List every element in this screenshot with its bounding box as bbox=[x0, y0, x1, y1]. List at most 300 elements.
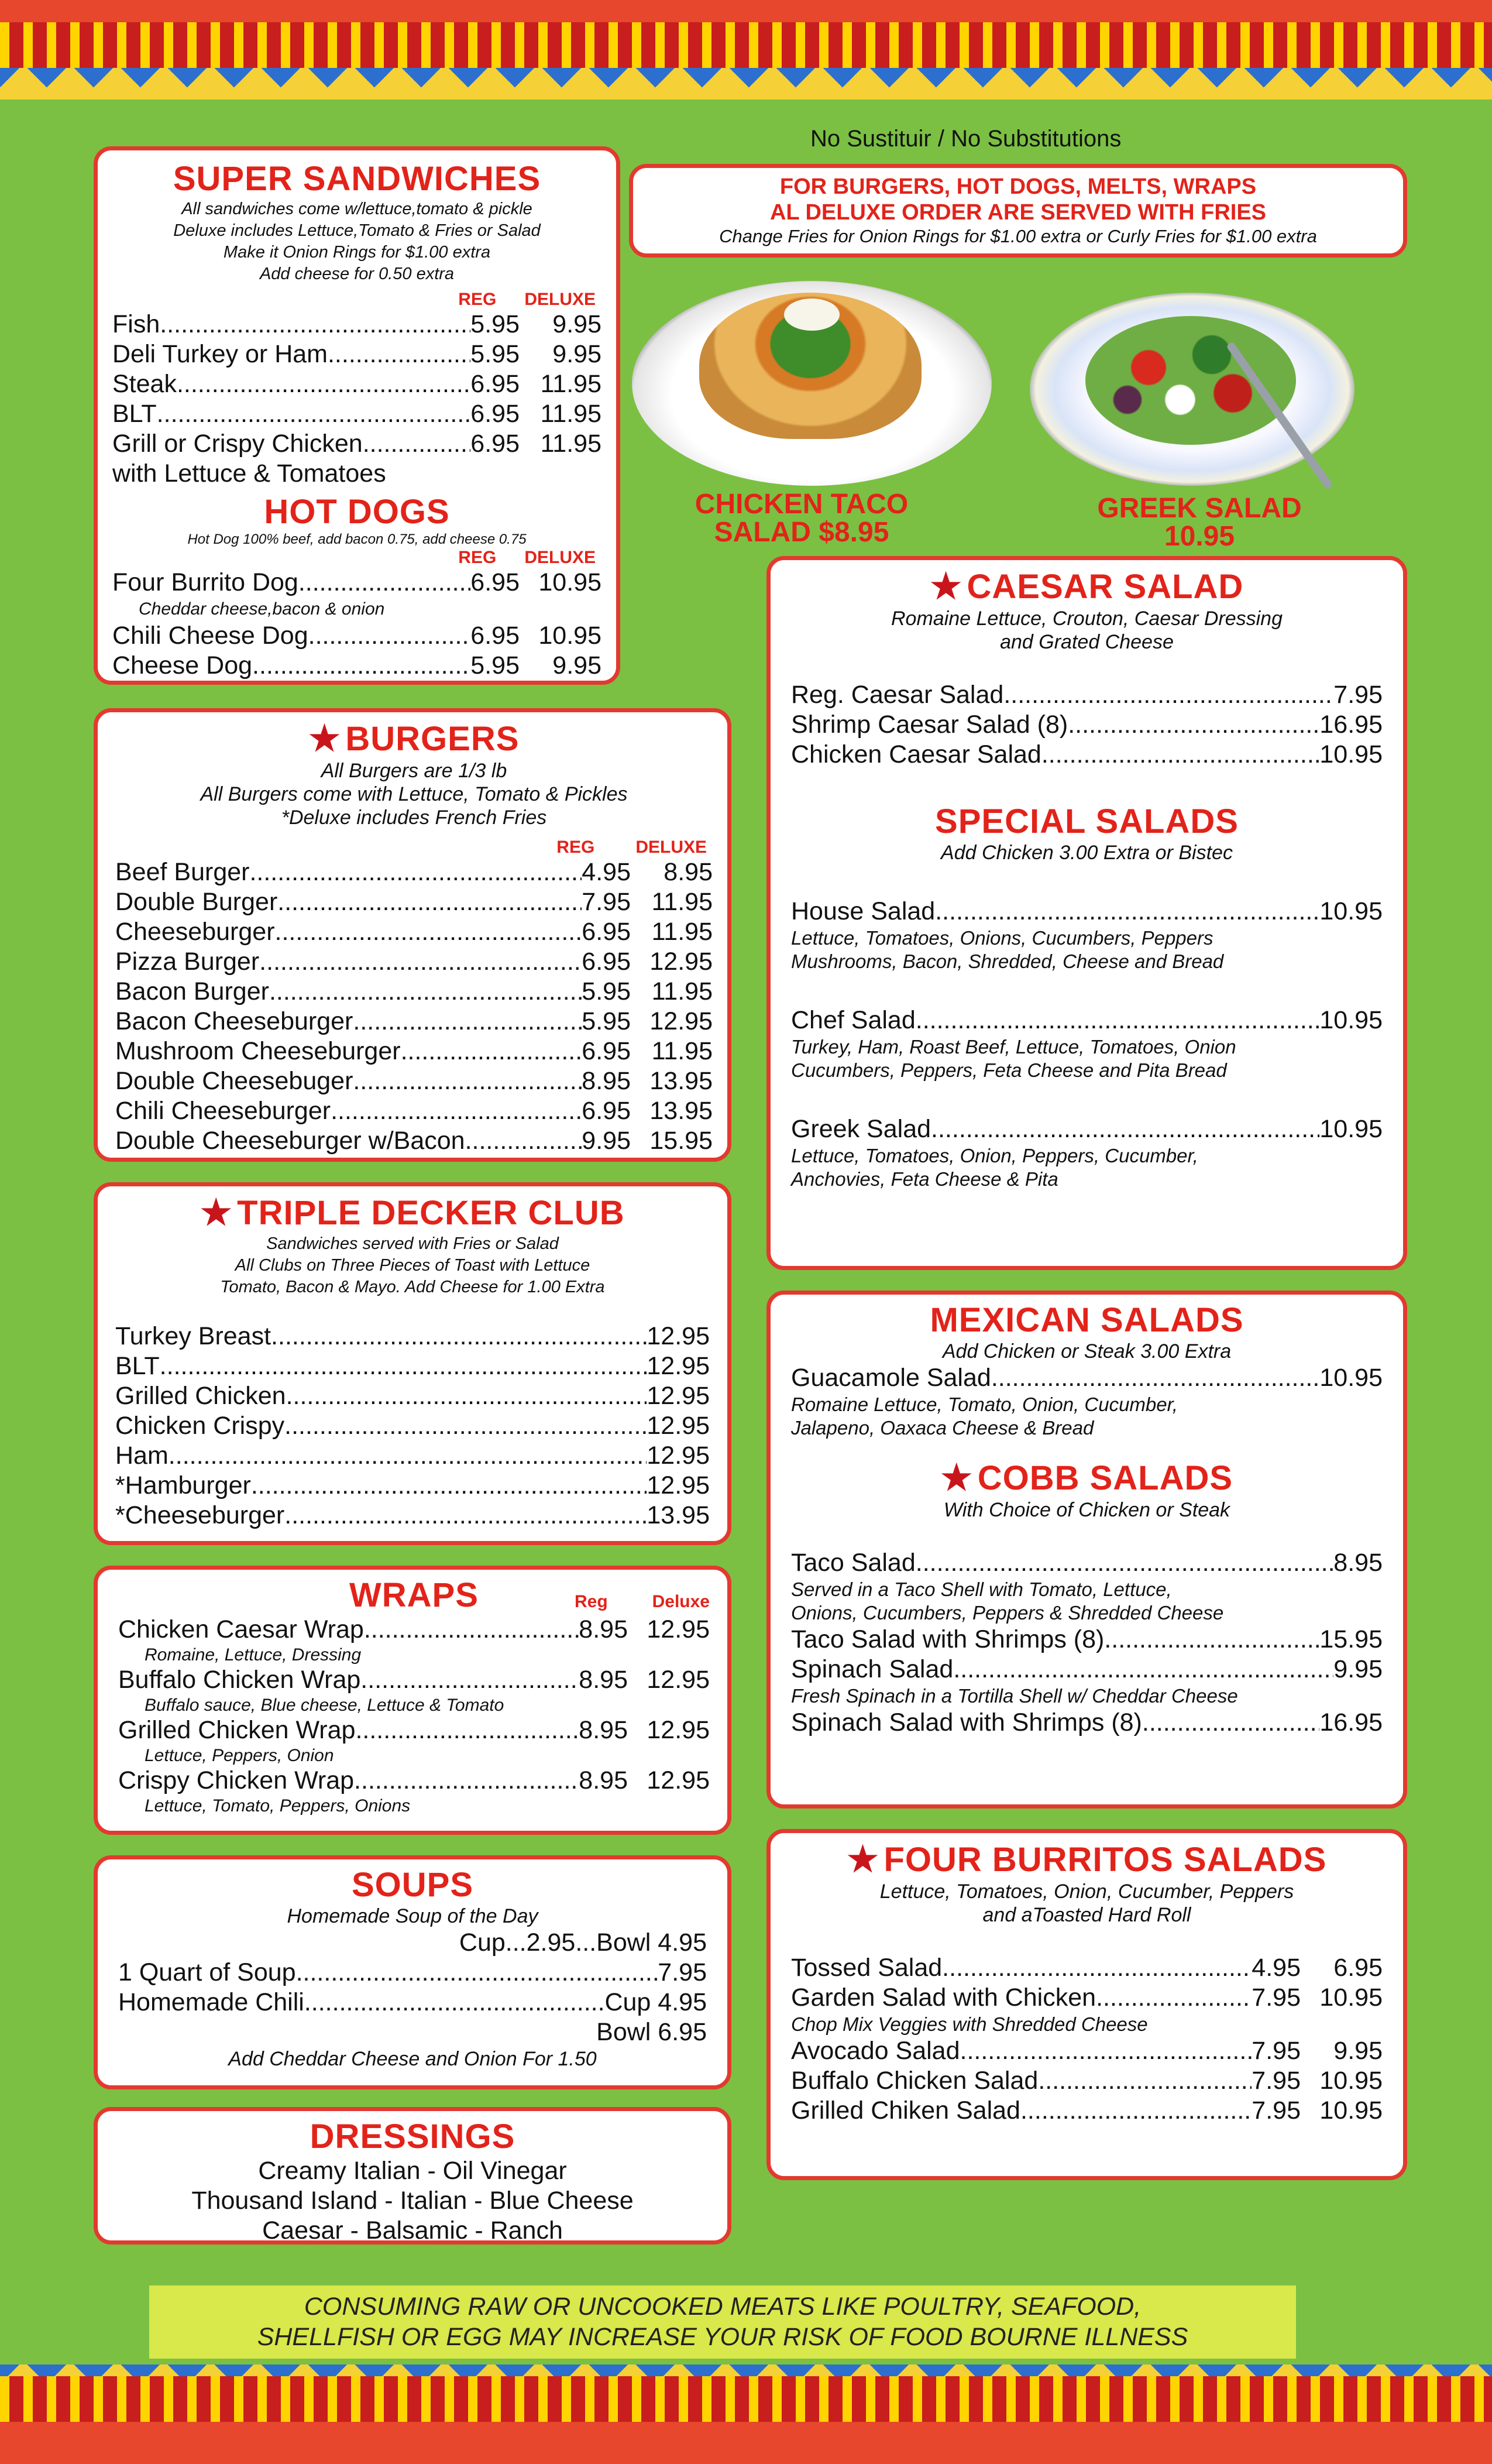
price-deluxe: 11.95 bbox=[540, 370, 601, 398]
item-name: 1 Quart of Soup bbox=[118, 1958, 296, 1986]
price-reg: 8.95 bbox=[582, 1067, 631, 1095]
price-deluxe: 12.95 bbox=[647, 1766, 710, 1794]
price-reg: 4.95 bbox=[582, 858, 631, 886]
menu-item bbox=[115, 1411, 710, 1441]
item-name: Grilled Chicken bbox=[115, 1382, 286, 1410]
menu-item bbox=[112, 369, 601, 399]
leader-dots bbox=[275, 917, 582, 947]
notice-line-3: Change Fries for Onion Rings for $1.00 extra or Curly Fries for $1.00 extra bbox=[719, 226, 1317, 246]
dressing-line: Thousand Island - Italian - Blue Cheese bbox=[191, 2187, 634, 2215]
club-note: Sandwiches served with Fries or Salad bbox=[266, 1234, 559, 1253]
sandwich-note: All sandwiches come w/lettuce,tomato & pickle bbox=[181, 200, 532, 218]
soup-note: Homemade Soup of the Day bbox=[287, 1905, 538, 1927]
taco-salad-photo bbox=[632, 281, 992, 486]
price: 12.95 bbox=[647, 1382, 710, 1410]
price: 12.95 bbox=[647, 1442, 710, 1470]
leader-dots bbox=[259, 947, 582, 977]
price-reg: 6.95 bbox=[470, 400, 520, 428]
special-salads-title: SPECIAL SALADS bbox=[935, 802, 1239, 840]
four-burritos-title-text: FOUR BURRITOS SALADS bbox=[883, 1841, 1327, 1879]
item-description: Cucumbers, Peppers, Feta Cheese and Pita Bread bbox=[791, 1059, 1227, 1081]
super-sandwiches-box bbox=[94, 146, 620, 685]
burgers-title-text: BURGERS bbox=[345, 720, 520, 758]
price-deluxe: 12.95 bbox=[647, 1666, 710, 1694]
taco-salad-caption bbox=[644, 490, 960, 547]
spacer bbox=[791, 1082, 1383, 1114]
dressings-title: DRESSINGS bbox=[310, 2118, 515, 2156]
spacer bbox=[791, 973, 1383, 1005]
cup-bowl-prices: Cup...2.95...Bowl 4.95 bbox=[459, 1928, 707, 1957]
caesar-note: Romaine Lettuce, Crouton, Caesar Dressing bbox=[891, 608, 1283, 630]
greek-salad-photo bbox=[1030, 293, 1355, 486]
leader-dots bbox=[249, 857, 582, 887]
price: 10.95 bbox=[1319, 740, 1383, 768]
item-name: Grilled Chicken Wrap bbox=[118, 1716, 356, 1744]
menu-item bbox=[791, 2036, 1383, 2066]
four-burritos-box bbox=[766, 1829, 1407, 2180]
taco-caption-line-2: SALAD $8.95 bbox=[714, 517, 889, 548]
price-deluxe: 11.95 bbox=[651, 918, 713, 946]
price: 9.95 bbox=[1333, 1655, 1383, 1683]
item-name: Buffalo Chicken Salad bbox=[791, 2067, 1039, 2095]
caesar-special-box bbox=[766, 556, 1407, 1270]
menu-item bbox=[112, 651, 601, 681]
menu-item bbox=[115, 1322, 710, 1351]
item-description: Mushrooms, Bacon, Shredded, Cheese and Bread bbox=[791, 950, 1224, 972]
leader-dots bbox=[916, 1005, 1320, 1035]
leader-dots bbox=[960, 2036, 1252, 2066]
menu-item bbox=[115, 1501, 710, 1530]
price-deluxe: 10.95 bbox=[1319, 2067, 1383, 2095]
price-deluxe: 9.95 bbox=[1333, 2037, 1383, 2065]
cobb-title-text: COBB SALADS bbox=[977, 1459, 1233, 1497]
item-name: BLT bbox=[112, 400, 157, 428]
menu-item bbox=[115, 1126, 713, 1156]
caesar-title-text: CAESAR SALAD bbox=[967, 568, 1244, 606]
menu-item bbox=[791, 1655, 1383, 1684]
menu-item bbox=[115, 1007, 713, 1037]
menu-item bbox=[115, 1037, 713, 1066]
price: 10.95 bbox=[1319, 1006, 1383, 1034]
hot-dog-note: Hot Dog 100% beef, add bacon 0.75, add cheese 0.75 bbox=[187, 531, 527, 547]
menu-item bbox=[118, 1766, 710, 1796]
column-headers bbox=[112, 548, 601, 568]
leader-dots bbox=[1142, 1708, 1320, 1738]
leader-dots bbox=[991, 1363, 1320, 1393]
four-burritos-note: Lettuce, Tomatoes, Onion, Cucumber, Peppers bbox=[879, 1880, 1294, 1903]
price-deluxe: 9.95 bbox=[552, 310, 601, 338]
menu-item bbox=[115, 1381, 710, 1411]
price-reg: 8.95 bbox=[579, 1766, 628, 1794]
item-name: Chicken Caesar Salad bbox=[791, 740, 1041, 768]
item-name: Bacon Cheeseburger bbox=[115, 1007, 353, 1035]
price-reg: 5.95 bbox=[582, 977, 631, 1005]
price-reg: 8.95 bbox=[579, 1615, 628, 1643]
leader-dots bbox=[157, 399, 471, 429]
leader-dots bbox=[169, 1441, 647, 1471]
price-reg: 5.95 bbox=[470, 340, 520, 368]
menu-item bbox=[115, 1441, 710, 1471]
price-deluxe: 11.95 bbox=[651, 888, 713, 916]
leader-dots bbox=[935, 897, 1319, 926]
menu-item bbox=[791, 1953, 1383, 1983]
leader-dots bbox=[1068, 710, 1319, 740]
item-name: Shrimp Caesar Salad (8) bbox=[791, 711, 1068, 739]
leader-dots bbox=[1038, 2066, 1252, 2096]
item-name: Cheeseburger bbox=[115, 918, 275, 946]
star-icon: ★ bbox=[930, 567, 962, 606]
four-burritos-title bbox=[791, 1839, 1383, 1880]
item-description: Served in a Taco Shell with Tomato, Lettuce, bbox=[791, 1578, 1172, 1600]
item-name: Grill or Crispy Chicken bbox=[112, 430, 363, 458]
item-name: Bacon Burger bbox=[115, 977, 269, 1005]
leader-dots bbox=[931, 1114, 1319, 1144]
leader-dots bbox=[953, 1655, 1333, 1684]
star-icon: ★ bbox=[308, 719, 341, 758]
no-substitutions-note: No Sustituir / No Substitutions bbox=[810, 126, 1122, 152]
item-description: Buffalo sauce, Blue cheese, Lettuce & Tomato bbox=[145, 1696, 504, 1715]
wraps-box bbox=[94, 1566, 731, 1835]
menu-item bbox=[791, 897, 1383, 926]
mexican-cobb-box bbox=[766, 1291, 1407, 1808]
warning-line-1: CONSUMING RAW OR UNCOOKED MEATS LIKE POULTRY, SEAFOOD, bbox=[304, 2293, 1142, 2321]
leader-dots bbox=[251, 1471, 647, 1501]
triple-decker-title bbox=[115, 1192, 710, 1233]
leader-dots bbox=[353, 1066, 582, 1096]
menu-item bbox=[791, 1983, 1383, 2013]
wraps-header bbox=[118, 1576, 710, 1615]
leader-dots bbox=[271, 1322, 647, 1351]
item-description: Romaine Lettuce, Tomato, Onion, Cucumber, bbox=[791, 1394, 1178, 1415]
price-deluxe: 12.95 bbox=[649, 948, 713, 976]
special-note: Add Chicken 3.00 Extra or Bistec bbox=[941, 842, 1233, 864]
col-reg: Reg bbox=[575, 1592, 608, 1611]
burger-note: *Deluxe includes French Fries bbox=[281, 807, 547, 829]
item-name: Beef Burger bbox=[115, 858, 250, 886]
leader-dots bbox=[277, 887, 582, 917]
price-reg: 8.95 bbox=[579, 1666, 628, 1694]
price-reg: 4.95 bbox=[1252, 1954, 1301, 1982]
wraps-title: WRAPS bbox=[349, 1576, 479, 1614]
leader-dots bbox=[331, 1096, 582, 1126]
price: 12.95 bbox=[647, 1322, 710, 1350]
item-name: Double Burger bbox=[115, 888, 278, 916]
price-reg: 6.95 bbox=[582, 948, 631, 976]
price-reg: 6.95 bbox=[582, 1037, 631, 1065]
leader-dots bbox=[1104, 1625, 1319, 1655]
triple-decker-box bbox=[94, 1182, 731, 1545]
greek-caption-line-2: 10.95 bbox=[1164, 521, 1235, 552]
sandwich-note: Make it Onion Rings for $1.00 extra bbox=[223, 243, 491, 262]
dressing-line: Caesar - Balsamic - Ranch bbox=[262, 2216, 563, 2245]
item-name: Chili Cheeseburger bbox=[115, 1097, 331, 1125]
menu-item bbox=[118, 1715, 710, 1745]
dressing-line: Creamy Italian - Oil Vinegar bbox=[258, 2157, 567, 2185]
item-name: Cheese Dog bbox=[112, 651, 253, 680]
menu-item bbox=[791, 710, 1383, 740]
column-headers bbox=[112, 290, 601, 310]
item-name: Crispy Chicken Wrap bbox=[118, 1766, 355, 1794]
caesar-note: and Grated Cheese bbox=[1000, 631, 1174, 653]
price-deluxe: 9.95 bbox=[552, 340, 601, 368]
price-reg: 7.95 bbox=[1252, 1983, 1301, 2012]
leader-dots bbox=[354, 1766, 579, 1796]
cobb-title bbox=[791, 1457, 1383, 1498]
price: 7.95 bbox=[1333, 681, 1383, 709]
col-deluxe: Deluxe bbox=[652, 1592, 710, 1611]
col-reg: REG bbox=[556, 838, 595, 857]
leader-dots bbox=[284, 1501, 647, 1530]
price-deluxe: 11.95 bbox=[651, 1037, 713, 1065]
menu-item bbox=[115, 947, 713, 977]
menu-item bbox=[115, 1351, 710, 1381]
price-deluxe: 10.95 bbox=[538, 622, 601, 650]
item-name: Grilled Chiken Salad bbox=[791, 2096, 1020, 2125]
soup-footer: Add Cheddar Cheese and Onion For 1.50 bbox=[228, 2048, 597, 2070]
leader-dots bbox=[916, 1548, 1334, 1578]
price-deluxe: 11.95 bbox=[540, 430, 601, 458]
club-note: Tomato, Bacon & Mayo. Add Cheese for 1.00 Extra bbox=[220, 1278, 605, 1296]
item-name: Mushroom Cheeseburger bbox=[115, 1037, 401, 1065]
item-name: Greek Salad bbox=[791, 1115, 931, 1143]
item-name: Tossed Salad bbox=[791, 1954, 943, 1982]
price-reg: 5.95 bbox=[470, 310, 520, 338]
item-name: Spinach Salad with Shrimps (8) bbox=[791, 1708, 1142, 1737]
menu-item bbox=[791, 1363, 1383, 1393]
price-reg: 7.95 bbox=[1252, 2067, 1301, 2095]
menu-item bbox=[791, 1625, 1383, 1655]
leader-dots bbox=[252, 651, 470, 681]
leader-dots bbox=[298, 568, 470, 598]
price: 12.95 bbox=[647, 1412, 710, 1440]
item-name: *Cheeseburger bbox=[115, 1501, 285, 1529]
price-reg: 6.95 bbox=[470, 430, 520, 458]
price-reg: 7.95 bbox=[1252, 2037, 1301, 2065]
price: 13.95 bbox=[647, 1501, 710, 1529]
menu-item bbox=[791, 740, 1383, 770]
menu-item bbox=[115, 857, 713, 887]
col-reg: REG bbox=[458, 290, 497, 309]
leader-dots bbox=[284, 1411, 647, 1441]
club-note: All Clubs on Three Pieces of Toast with Lettuce bbox=[235, 1256, 590, 1275]
menu-item bbox=[791, 1548, 1383, 1578]
leader-dots bbox=[160, 310, 470, 339]
fries-notice-box bbox=[629, 164, 1407, 258]
notice-line-2: AL DELUXE ORDER ARE SERVED WITH FRIES bbox=[769, 200, 1267, 225]
price: Cup 4.95 bbox=[604, 1988, 707, 2016]
item-name: BLT bbox=[115, 1352, 160, 1380]
leader-dots bbox=[942, 1953, 1252, 1983]
item-description: Romaine, Lettuce, Dressing bbox=[145, 1645, 362, 1665]
leader-dots bbox=[296, 1958, 658, 1988]
price-reg: 5.95 bbox=[582, 1007, 631, 1035]
item-description: Lettuce, Tomatoes, Onions, Cucumbers, Peppers bbox=[791, 927, 1213, 949]
top-triangle-pattern bbox=[0, 68, 1492, 99]
menu-item bbox=[115, 917, 713, 947]
soups-box bbox=[94, 1855, 731, 2089]
bowl-price bbox=[118, 2017, 707, 2047]
price-deluxe: 13.95 bbox=[649, 1097, 713, 1125]
soup-of-day-prices bbox=[118, 1928, 707, 1958]
burgers-title bbox=[115, 718, 713, 759]
price-deluxe: 12.95 bbox=[649, 1007, 713, 1035]
price: 10.95 bbox=[1319, 1364, 1383, 1392]
price: 12.95 bbox=[647, 1352, 710, 1380]
leader-dots bbox=[360, 1665, 579, 1695]
leader-dots bbox=[1020, 2096, 1252, 2126]
menu-item bbox=[115, 977, 713, 1007]
hot-dogs-title: HOT DOGS bbox=[264, 493, 450, 531]
dressings-box bbox=[94, 2107, 731, 2245]
item-name: Double Cheeseburger w/Bacon bbox=[115, 1127, 465, 1155]
menu-item bbox=[112, 429, 601, 459]
price-deluxe: 11.95 bbox=[651, 977, 713, 1005]
item-description: Anchovies, Feta Cheese & Pita bbox=[791, 1168, 1058, 1190]
menu-item bbox=[118, 1615, 710, 1645]
item-name: Double Cheesebuger bbox=[115, 1067, 353, 1095]
leader-dots bbox=[465, 1126, 582, 1156]
item-name: Buffalo Chicken Wrap bbox=[118, 1666, 361, 1694]
triple-decker-title-text: TRIPLE DECKER CLUB bbox=[237, 1194, 625, 1232]
item-name: Pizza Burger bbox=[115, 948, 260, 976]
menu-item bbox=[791, 2096, 1383, 2126]
star-icon: ★ bbox=[940, 1458, 973, 1497]
sandwich-note: Deluxe includes Lettuce,Tomato & Fries or Salad bbox=[173, 221, 541, 240]
menu-item bbox=[112, 621, 601, 651]
bottom-stripe-pattern bbox=[0, 2376, 1492, 2422]
cobb-note: With Choice of Chicken or Steak bbox=[943, 1499, 1230, 1521]
star-icon: ★ bbox=[200, 1193, 233, 1232]
price-reg: 6.95 bbox=[470, 568, 520, 596]
menu-item bbox=[112, 339, 601, 369]
burger-note: All Burgers are 1/3 lb bbox=[321, 760, 507, 782]
item-description: Cheddar cheese,bacon & onion bbox=[139, 599, 385, 619]
burger-list bbox=[115, 857, 713, 1156]
leader-dots bbox=[308, 621, 471, 651]
price-reg: 5.95 bbox=[470, 651, 520, 680]
menu-item bbox=[791, 2066, 1383, 2096]
menu-item bbox=[115, 887, 713, 917]
notice-line-1: FOR BURGERS, HOT DOGS, MELTS, WRAPS bbox=[779, 174, 1257, 199]
menu-item bbox=[118, 1665, 710, 1695]
leader-dots bbox=[160, 1351, 647, 1381]
price-deluxe: 13.95 bbox=[649, 1067, 713, 1095]
menu-item bbox=[118, 1988, 707, 2017]
menu-item bbox=[115, 1096, 713, 1126]
price-deluxe: 10.95 bbox=[538, 568, 601, 596]
spacer bbox=[791, 864, 1383, 897]
leader-dots bbox=[401, 1037, 582, 1066]
price-reg: 9.95 bbox=[582, 1127, 631, 1155]
menu-item bbox=[112, 310, 601, 339]
taco-caption-line-1: CHICKEN TACO bbox=[695, 489, 909, 520]
menu-item bbox=[115, 1471, 710, 1501]
price-reg: 7.95 bbox=[1252, 2096, 1301, 2125]
col-deluxe: DELUXE bbox=[524, 548, 596, 567]
leader-dots bbox=[1041, 740, 1320, 770]
item-name: Spinach Salad bbox=[791, 1655, 954, 1683]
price-reg: 6.95 bbox=[582, 1097, 631, 1125]
price: 10.95 bbox=[1319, 1115, 1383, 1143]
price: 16.95 bbox=[1319, 711, 1383, 739]
with-lettuce-note: with Lettuce & Tomatoes bbox=[112, 459, 386, 488]
price: 8.95 bbox=[1333, 1549, 1383, 1577]
sandwich-note: Add cheese for 0.50 extra bbox=[259, 265, 455, 283]
item-name: Turkey Breast bbox=[115, 1322, 271, 1350]
warning-line-2: SHELLFISH OR EGG MAY INCREASE YOUR RISK OF FOOD BOURNE ILLNESS bbox=[257, 2323, 1188, 2351]
item-description: Fresh Spinach in a Tortilla Shell w/ Cheddar Cheese bbox=[791, 1685, 1238, 1707]
item-description: Jalapeno, Oaxaca Cheese & Bread bbox=[791, 1417, 1094, 1439]
special-list bbox=[791, 864, 1383, 1191]
leader-dots bbox=[286, 1381, 647, 1411]
four-burritos-list bbox=[791, 1953, 1383, 2126]
soups-title: SOUPS bbox=[351, 1866, 474, 1904]
price-deluxe: 12.95 bbox=[647, 1716, 710, 1744]
item-name: Avocado Salad bbox=[791, 2037, 960, 2065]
caesar-list bbox=[791, 680, 1383, 770]
menu-item bbox=[791, 1708, 1383, 1738]
wraps-list bbox=[118, 1615, 710, 1816]
greek-salad-caption bbox=[1053, 495, 1346, 551]
leader-dots bbox=[355, 1715, 579, 1745]
menu-item bbox=[791, 1114, 1383, 1144]
item-name: Chef Salad bbox=[791, 1006, 916, 1034]
leader-dots bbox=[177, 369, 470, 399]
price-reg: 6.95 bbox=[470, 622, 520, 650]
food-warning bbox=[149, 2285, 1296, 2359]
column-headers bbox=[115, 838, 713, 857]
item-description: Lettuce, Tomatoes, Onion, Peppers, Cucumber, bbox=[791, 1145, 1198, 1166]
price-reg: 8.95 bbox=[579, 1716, 628, 1744]
bowl-price-text: Bowl 6.95 bbox=[596, 2018, 707, 2046]
menu-item bbox=[791, 680, 1383, 710]
item-name: Steak bbox=[112, 370, 177, 398]
price-deluxe: 10.95 bbox=[1319, 1983, 1383, 2012]
price-deluxe: 11.95 bbox=[540, 400, 601, 428]
bottom-decorative-border bbox=[0, 2365, 1492, 2464]
bottom-triangle-pattern bbox=[0, 2365, 1492, 2376]
item-name: Deli Turkey or Ham bbox=[112, 340, 328, 368]
menu-item bbox=[115, 1066, 713, 1096]
price-reg: 7.95 bbox=[582, 888, 631, 916]
item-description: Lettuce, Peppers, Onion bbox=[145, 1746, 334, 1765]
price-deluxe: 10.95 bbox=[1319, 2096, 1383, 2125]
leader-dots bbox=[364, 1615, 579, 1645]
col-deluxe: DELUXE bbox=[635, 838, 707, 857]
burger-note: All Burgers come with Lettuce, Tomato & Pickles bbox=[200, 783, 628, 805]
top-stripe-pattern bbox=[0, 22, 1492, 68]
leader-dots bbox=[328, 339, 470, 369]
item-name: Reg. Caesar Salad bbox=[791, 681, 1004, 709]
item-name: Chicken Caesar Wrap bbox=[118, 1615, 364, 1643]
price-deluxe: 15.95 bbox=[649, 1127, 713, 1155]
item-name: Garden Salad with Chicken bbox=[791, 1983, 1096, 2012]
col-reg: REG bbox=[458, 548, 497, 567]
price-deluxe: 8.95 bbox=[664, 858, 713, 886]
price: 16.95 bbox=[1319, 1708, 1383, 1737]
item-name: Taco Salad bbox=[791, 1549, 916, 1577]
price-reg: 6.95 bbox=[582, 918, 631, 946]
burgers-box bbox=[94, 708, 731, 1162]
price: 10.95 bbox=[1319, 897, 1383, 925]
item-name: *Hamburger bbox=[115, 1471, 251, 1499]
item-description: Lettuce, Tomato, Peppers, Onions bbox=[145, 1796, 411, 1816]
mexican-note: Add Chicken or Steak 3.00 Extra bbox=[942, 1340, 1232, 1363]
item-name: Fish bbox=[112, 310, 160, 338]
item-name: Chicken Crispy bbox=[115, 1412, 285, 1440]
item-name: House Salad bbox=[791, 897, 936, 925]
four-burritos-note: and aToasted Hard Roll bbox=[982, 1904, 1191, 1926]
